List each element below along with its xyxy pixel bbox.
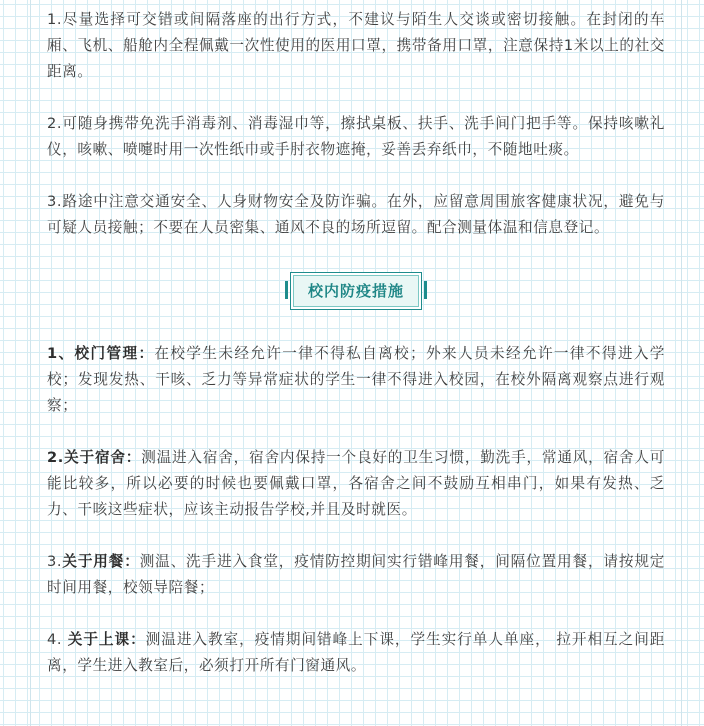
measure-prefix: 4.: [47, 631, 68, 648]
measure-gate-management: [47, 341, 665, 419]
measure-dining: [47, 549, 665, 601]
measure-dormitory: [47, 445, 665, 523]
measure-lead: 关于用餐：: [62, 553, 140, 570]
left-border-line: [30, 0, 31, 726]
right-border-line: [681, 0, 682, 726]
measure-prefix: 3.: [47, 553, 63, 570]
travel-tip-3: 3.路途中注意交通安全、人身财物安全及防诈骗。在外，应留意周围旅客健康状况，避免与可疑人员接触；不要在人员密集、通风不良的场所逗留。配合测量体温和信息登记。: [47, 193, 665, 236]
travel-tip-2: 2.可随身携带免洗手消毒剂、消毒湿巾等，擦拭桌板、扶手、洗手间门把手等。保持咳嗽礼仪，咳嗽、喷嚏时用一次性纸巾或手肘衣物遮掩，妥善丢弃纸巾，不随地吐痰。: [47, 115, 665, 158]
measure-classes: [47, 627, 665, 679]
measure-lead: 2.关于宿舍：: [47, 449, 142, 466]
measure-text: 在校学生未经允许一律不得私自离校；外来人员未经允许一律不得进入学校；发现发热、干咳、乏力等异常症状的学生一律不得进入校园，在校外隔离观察点进行观察；: [47, 345, 665, 414]
section-heading-wrap: [47, 267, 665, 315]
measure-text: 测温、洗手进入食堂，疫情防控期间实行错峰用餐，间隔位置用餐，请按规定时间用餐，校领导陪餐；: [47, 553, 665, 596]
travel-tip-1: 1.尽量选择可交错或间隔落座的出行方式，不建议与陌生人交谈或密切接触。在封闭的车厢、飞机、船舱内全程佩戴一次性使用的医用口罩，携带备用口罩，注意保持1米以上的社交距离。: [47, 11, 665, 80]
section-heading: 校内防疫措施: [293, 275, 419, 307]
article-content: [47, 7, 665, 679]
measure-text: 测温进入教室，疫情期间错峰上下课，学生实行单人单座， 拉开相互之间距离，学生进入教室后，必须打开所有门窗通风。: [47, 631, 665, 674]
section-heading-frame: [290, 272, 422, 310]
measure-lead: 1、校门管理：: [47, 345, 155, 362]
measure-text: 测温进入宿舍，宿舍内保持一个良好的卫生习惯，勤洗手，常通风，宿舍人可能比较多，所以必要的时候也要佩戴口罩，各宿舍之间不鼓励互相串门，如果有发热、乏力、干咳这些症状，应该主动报告学校,并且及时就医。: [47, 449, 665, 518]
measure-lead: 关于上课：: [67, 631, 146, 648]
